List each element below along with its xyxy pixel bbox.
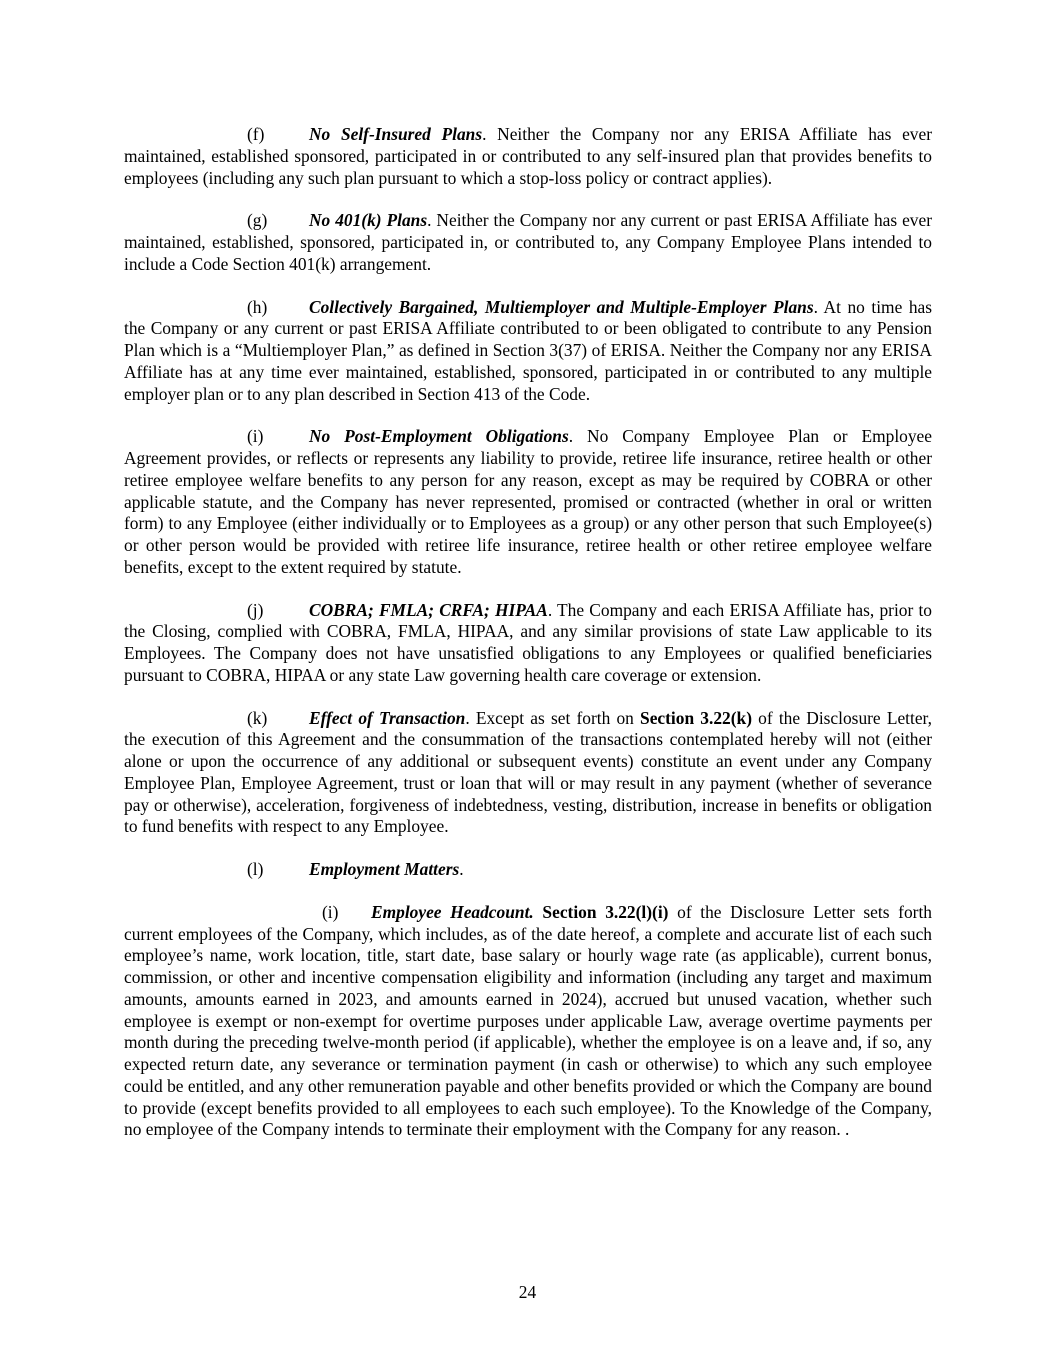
section-h-title: Collectively Bargained, Multiemployer and Multiple-Employer Plans bbox=[309, 296, 814, 317]
document-page bbox=[124, 124, 932, 1162]
section-g-text: . Neither the Company nor any current or past ERISA Affiliate has ever maintained, established, sponsored, participated in, or contributed to, any Company Employee Plans intended to include a Code Section 401(k) arrangement. bbox=[124, 210, 933, 274]
section-h-text: . At no time has the Company or any current or past ERISA Affiliate contributed to or been obligated to contribute to any Pension Plan which is a “Multiemployer Plan,” as defined in Section 3(37) of ERISA. Neither the Company nor any ERISA Affiliate has at any time ever maintained, established, sponsored, participated in or contributed to any multiple employer plan or to any plan described in Section 413 of the Code. bbox=[124, 296, 932, 404]
section-g-number: (g) bbox=[247, 210, 268, 231]
section-h-paragraph bbox=[124, 297, 932, 406]
section-h-number: (h) bbox=[247, 296, 268, 317]
section-k-text-before: . Except as set forth on bbox=[465, 707, 641, 728]
section-l-number: (l) bbox=[247, 859, 264, 879]
section-l-i-number: (i) bbox=[322, 901, 339, 922]
section-i-number: (i) bbox=[247, 426, 264, 447]
page-number: 24 bbox=[518, 1282, 537, 1302]
section-j-title: COBRA; FMLA; CRFA; HIPAA bbox=[309, 599, 548, 620]
section-k-text-after: of the Disclosure Letter, the execution of this Agreement and the consummation of the transactions contemplated hereby will not (either alone or upon the occurrence of any additional or subsequent events) constitute an event under any Company Employee Plan, Employee Agreement, trust or loan that will or may result in any payment (whether of severance pay or otherwise), acceleration, forgiveness of indebtedness, vesting, distribution, increase in benefits or obligation to fund benefits with respect to any Employee. bbox=[124, 707, 932, 837]
section-k-title: Effect of Transaction bbox=[309, 707, 466, 728]
section-i-title: No Post-Employment Obligations bbox=[309, 426, 569, 447]
section-f-paragraph bbox=[124, 124, 932, 189]
section-l-title: Employment Matters bbox=[309, 859, 460, 879]
section-k-reference: Section 3.22(k) bbox=[640, 707, 752, 728]
section-f-title: No Self-Insured Plans bbox=[309, 124, 483, 144]
section-g-paragraph bbox=[124, 210, 932, 275]
section-l-i-paragraph bbox=[124, 902, 932, 1141]
section-f-text: . Neither the Company nor any ERISA Affiliate has ever maintained, established sponsored, participated in or contributed to any self-insured plan that provides benefits to employees (including any such plan pursuant to which a stop-loss policy or contract applies). bbox=[124, 124, 932, 188]
section-f-number: (f) bbox=[247, 124, 265, 144]
section-k-paragraph bbox=[124, 708, 932, 839]
section-g-title: No 401(k) Plans bbox=[309, 210, 428, 231]
section-l-i-reference: Section 3.22(l)(i) bbox=[542, 901, 669, 922]
section-k-number: (k) bbox=[247, 707, 268, 728]
section-l-paragraph bbox=[124, 859, 932, 881]
section-i-paragraph bbox=[124, 426, 932, 578]
section-i-text: . No Company Employee Plan or Employee Agreement provides, or reflects or represents any liability to provide, retiree life insurance, retiree health or other retiree employee welfare benefits to any person for any reason, except as may be required by COBRA or other applicable statute, and the Company has never represented, promised or contracted (whether in oral or written form) to any Employee (either individually or to Employees as a group) or any other person that such Employee(s) or other person would be provided with retiree life insurance, retiree health or other retiree employee welfare benefits, except to the extent required by statute. bbox=[124, 426, 932, 577]
section-j-text: . The Company and each ERISA Affiliate has, prior to the Closing, complied with COBRA, FMLA, HIPAA, and any similar provisions of state Law applicable to its Employees. The Company does not have unsatisfied obligations to any Employees or qualified beneficiaries pursuant to COBRA, HIPAA or any state Law governing health care coverage or extension. bbox=[124, 599, 932, 685]
section-l-i-title: Employee Headcount. bbox=[371, 901, 534, 922]
section-j-paragraph bbox=[124, 600, 932, 687]
section-l-i-text: of the Disclosure Letter sets forth current employees of the Company, which includes, as of the date hereof, a complete and accurate list of each such employee’s name, work location, title, start date, base salary or hourly wage rate (as applicable), current bonus, commission, or other and incentive compensation eligibility and information (including any target and maximum amounts, amounts earned in 2023, and amounts earned in 2024), accrued but unused vacation, whether such employee is exempt or non-exempt for overtime purposes under applicable Law, average overtime payments per month during the preceding twelve-month period (if applicable), whether the employee is on a leave and, if so, any expected return date, any severance or termination payment (in cash or otherwise) to which any such employee could be entitled, and any other remuneration payable and other benefits provided or which the Company are bound to provide (except benefits provided to all employees to each such employee). To the Knowledge of the Company, no employee of the Company intends to terminate their employment with the Company for any reason. . bbox=[124, 901, 932, 1140]
section-j-number: (j) bbox=[247, 599, 264, 620]
section-l-text: . bbox=[459, 859, 464, 879]
